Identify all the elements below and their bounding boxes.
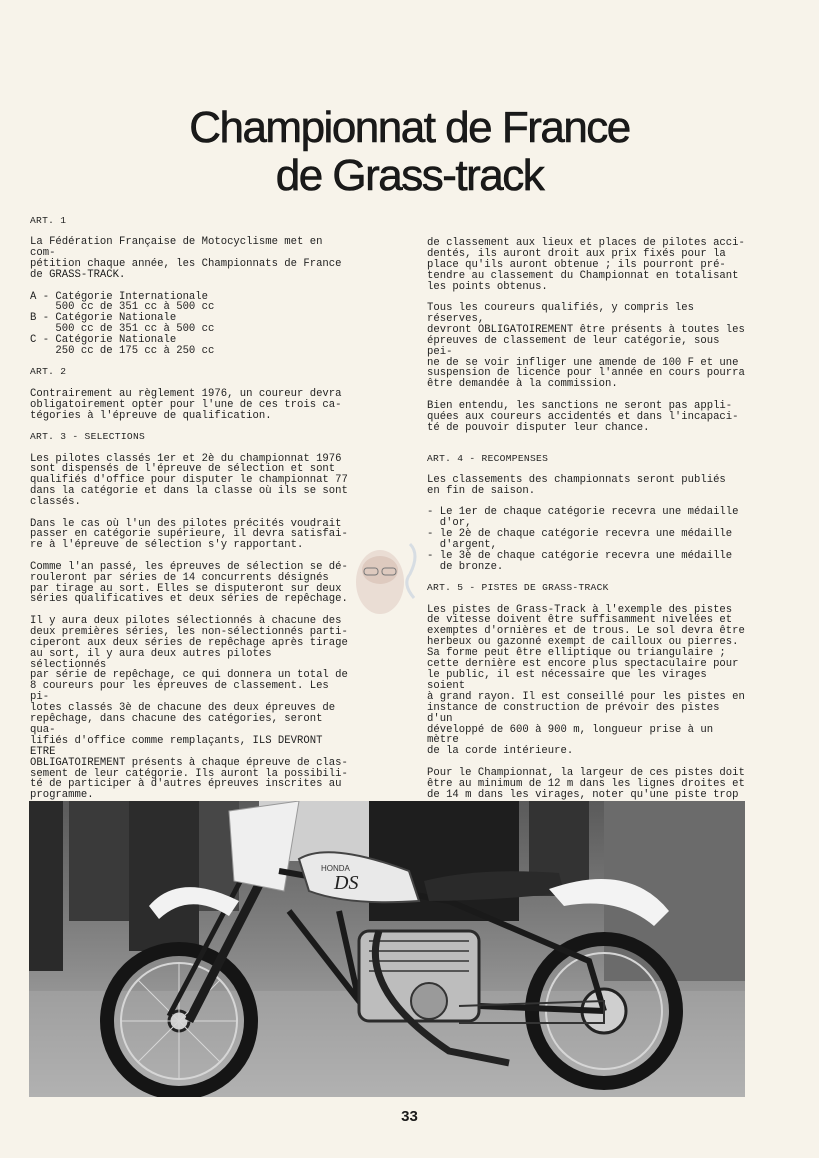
article-3-paragraph-7: Bien entendu, les sanctions ne seront pas appli- quées aux coureurs accidentés et dans l'incapaci- té de pouvoir disputer leur chance. <box>427 399 739 434</box>
article-3-paragraph-4: Il y aura deux pilotes sélectionnés à chacune des deux premières séries, les non-sélectionnés parti- ciperont aux deux séries de repêchage après tirage au sort, il y aura deux autres pilotes sélectionnés par série de repêchage, ce qui donnera un total de 8 coureurs pour les épreuves de classement. Les pi- lotes classés 3è de chacune des deux épreuves de repêchage, dans chacune des catégories, seront qua- lifiés d'office comme remplaçants, ILS DEVRONT ETRE OBLIGATOIREMENT présents à chaque épreuve de clas- sement de leur catégorie. Ils auront la possibili- té de participer à d'autres épreuves inscrites au programme. <box>30 614 348 802</box>
portrait-watermark-icon <box>350 534 430 624</box>
article-4-heading: ART. 4 - RECOMPENSES <box>427 452 549 464</box>
article-3-heading: ART. 3 - SELECTIONS <box>30 431 146 443</box>
article-3-paragraph-2: Dans le cas où l'un des pilotes précités voudrait passer en catégorie supérieure, il devra satisfai- re à l'épreuve de sélection s'y rapportant. <box>30 517 348 552</box>
tank-label: DS <box>334 872 359 894</box>
article-3-continued-paragraph: de classement aux lieux et places de pilotes acci- dentés, ils auront droit aux prix fixés pour la place qu'ils auront obtenue ; ils pourront pré- tendre au classement du Championnat en totalisant les points obtenus. <box>427 237 745 293</box>
article-3-paragraph-6: Tous les coureurs qualifiés, y compris les réserves, devront OBLIGATOIREMENT être présents à toutes les épreuves de classement de leur catégorie, sous pei- ne de se voir infliger une amende de 100 F et une suspension de licence pour l'année en cours pourra être demandée à la commission. <box>427 302 745 391</box>
article-4-paragraph: Les classements des championnats seront publiés en fin de saison. <box>427 473 726 497</box>
article-5-heading: ART. 5 - PISTES DE GRASS-TRACK <box>427 582 609 594</box>
article-5-paragraph-1: Les pistes de Grass-Track à l'exemple des pistes de vitesse doivent être suffisamment nivelées et exemptes d'ornières et de trous. Le sol devra être herbeux ou gazonné exempt de cailloux ou pierres. Sa forme peut être elliptique ou triangulaire ; cette dernière est encore plus spectaculaire pour le public, il est nécessaire que les virages soient à grand rayon. Il est conseillé pour les pistes en instance de construction de prévoir des pistes d'un développé de 600 à 900 m, longueur prise à un mètre de la corde intérieure. <box>427 603 745 758</box>
article-5-paragraph-2: Pour le Championnat, la largeur de ces pistes doit être au minimum de 12 m dans les lignes droites et de 14 m dans les virages, noter qu'une piste trop <box>427 766 745 801</box>
page-title <box>0 104 819 200</box>
article-2-paragraph: Contrairement au règlement 1976, un coureur devra obligatoirement opter pour l'une de ces trois ca- tégories à l'épreuve de qualification. <box>30 387 342 422</box>
article-3-paragraph-1: Les pilotes classés 1er et 2è du championnat 1976 sont dispensés de l'épreuve de sélection et sont qualifiés d'office pour disputer le championnat 77 dans la catégorie et dans la classe où ils se sont classés. <box>30 452 348 509</box>
medal-list: - Le 1er de chaque catégorie recevra une médaille d'or, - le 2è de chaque catégorie recevra une médaille d'argent, - le 3è de chaque catégorie recevra une médaille de bronze. <box>427 506 739 573</box>
motorcycle-photo-icon <box>29 801 745 1097</box>
article-3-paragraph-3: Comme l'an passé, les épreuves de sélection se dé- rouleront par séries de 14 concurrents désignés par tirage au sort. Elles se disputeront sur deux séries qualificatives et deux séries de repêchage. <box>30 560 348 606</box>
category-list: A - Catégorie Internationale 500 cc de 351 cc à 500 cc B - Catégorie Nationale 500 cc de 351 cc à 500 cc C - Catégorie Nationale 250 cc de 175 cc à 250 cc <box>30 290 215 358</box>
motorcycle-photo <box>29 801 745 1097</box>
right-column <box>427 238 749 811</box>
article-2-heading: ART. 2 <box>30 366 67 378</box>
page-number: 33 <box>401 1108 418 1125</box>
article-1-paragraph: La Fédération Française de Motocyclisme met en com- pétition chaque année, les Championnats de France de GRASS-TRACK. <box>30 236 342 282</box>
title-line-1: Championnat de France <box>189 103 630 152</box>
article-1-heading: ART. 1 <box>30 215 67 226</box>
brand-label: HONDA <box>321 864 350 873</box>
left-column <box>30 216 352 844</box>
title-line-2: de Grass-track <box>275 151 544 200</box>
